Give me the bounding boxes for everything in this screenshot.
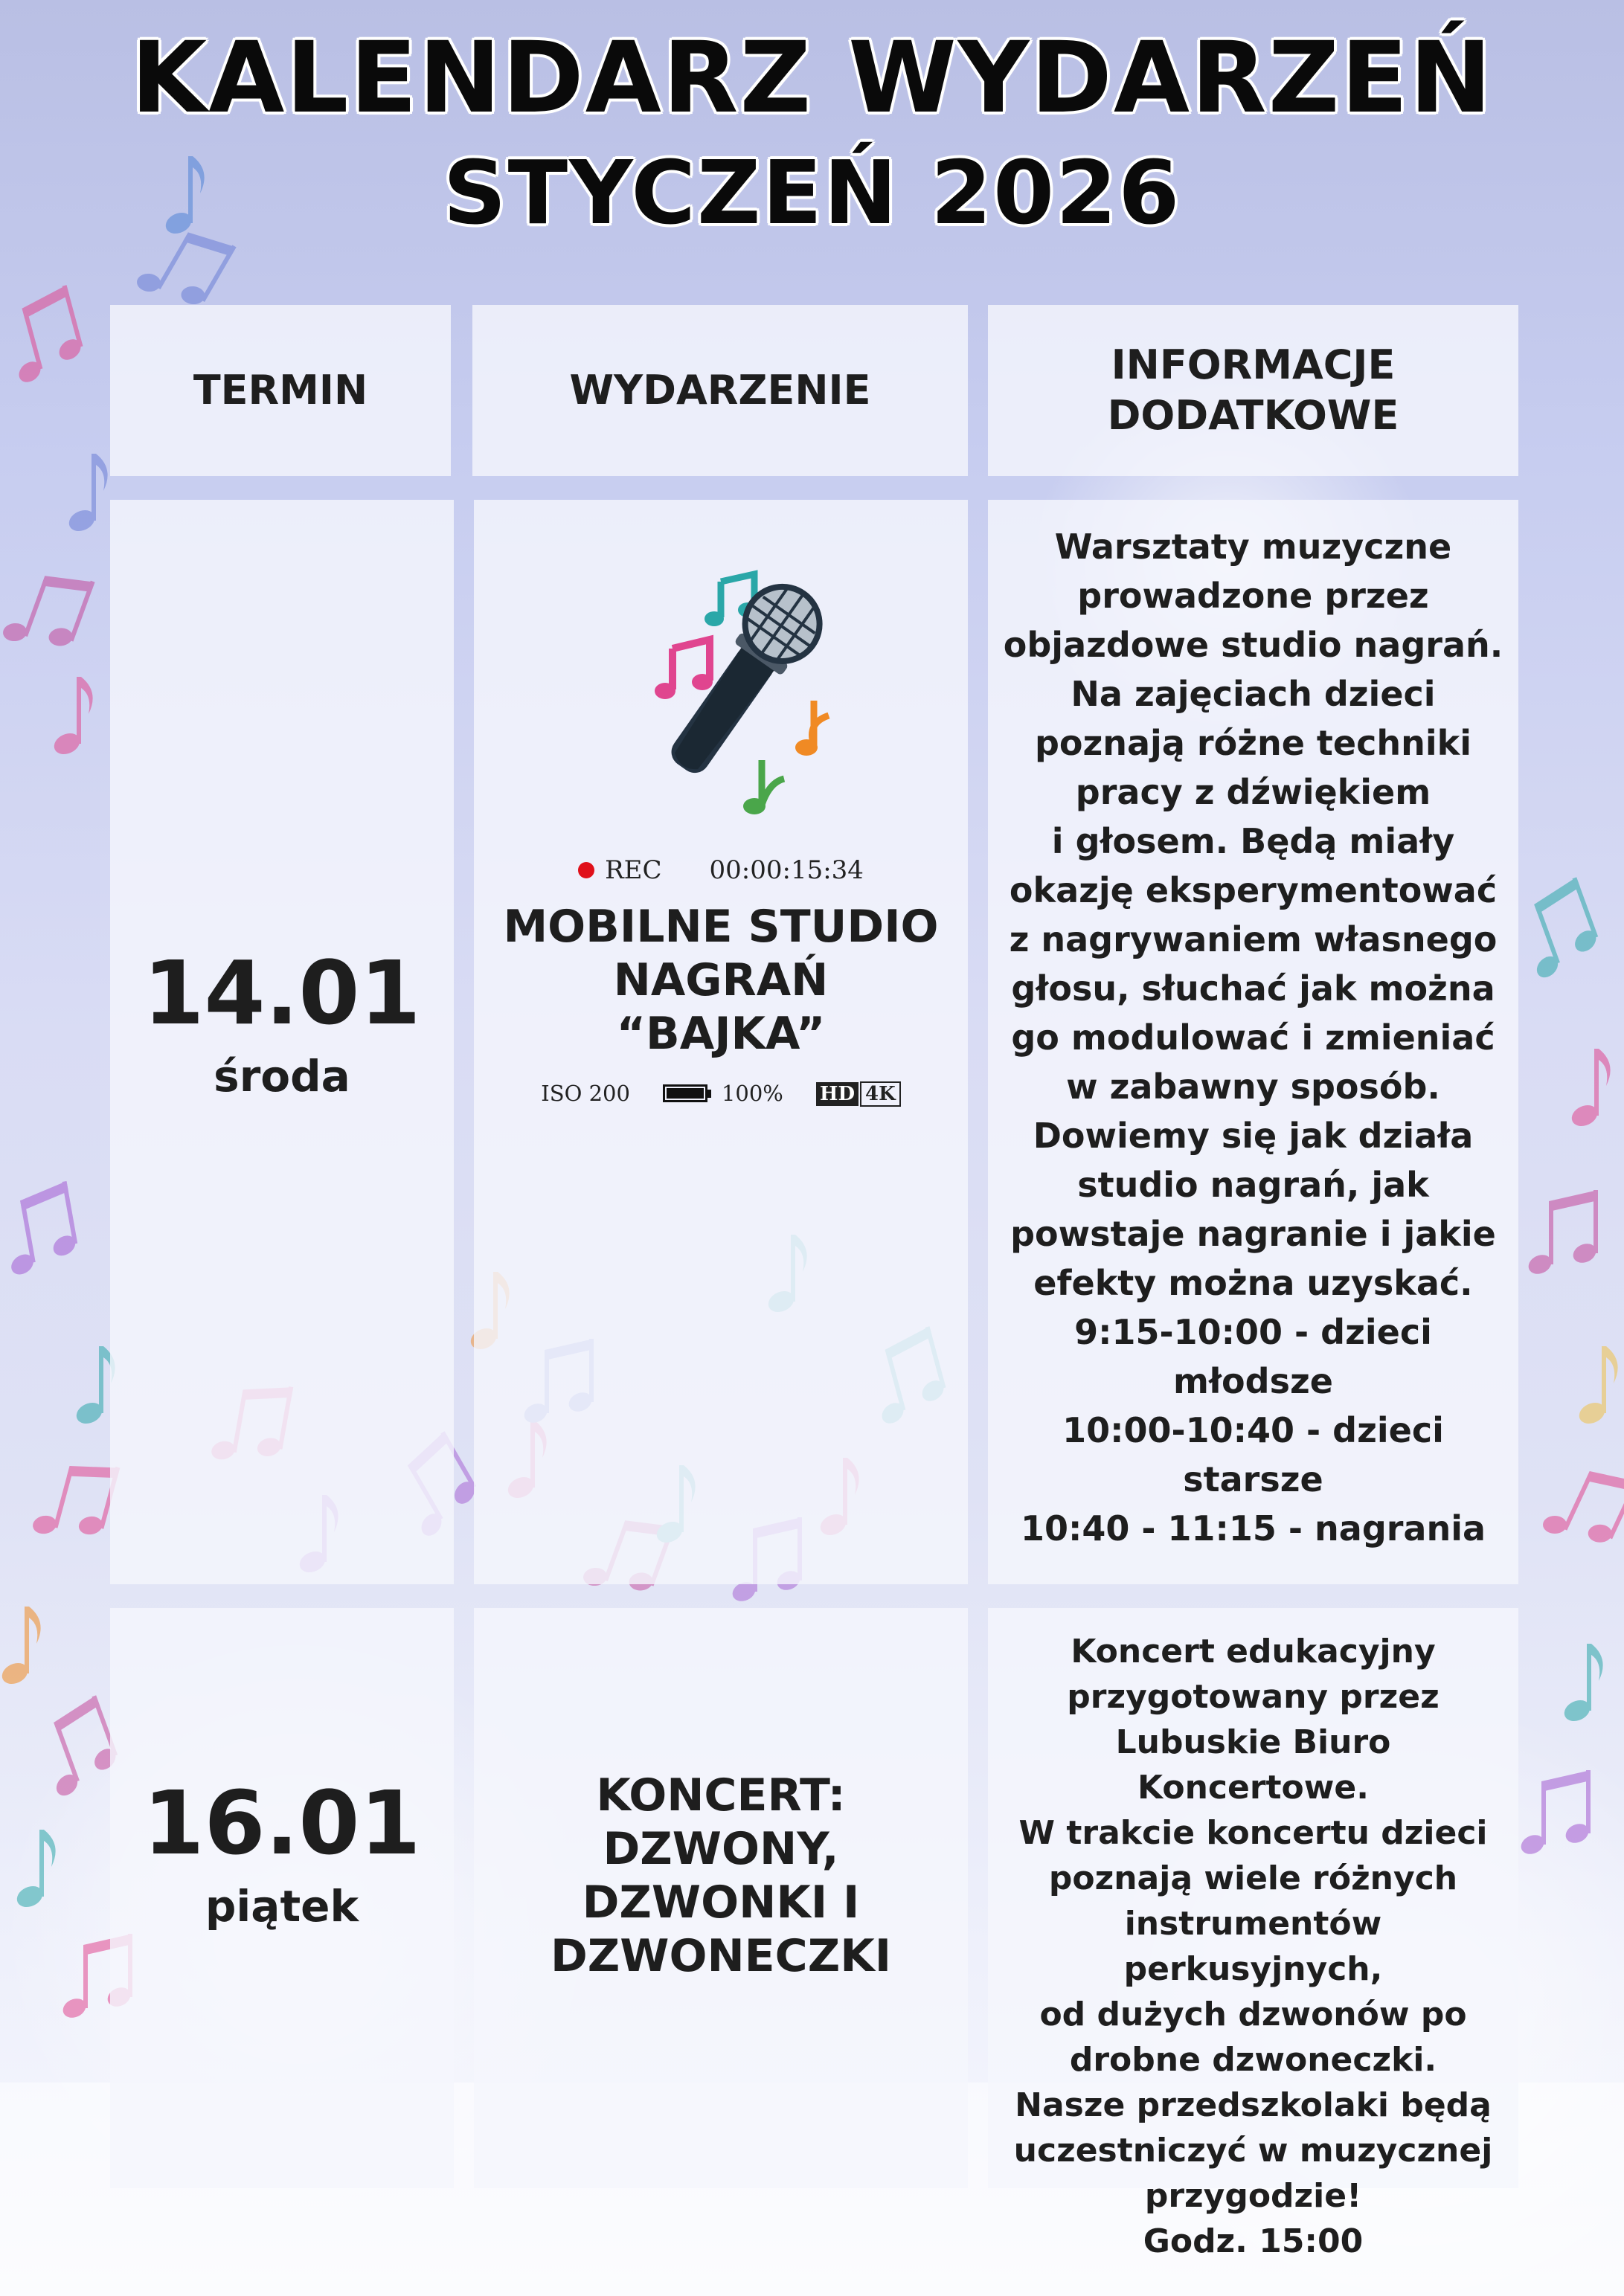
description-line: 9:15-10:00 - dzieci	[1074, 1312, 1432, 1352]
event-title-line: NAGRAŃ	[613, 954, 829, 1006]
event-title-line: DZWONECZKI	[550, 1930, 892, 1982]
description-line: Warsztaty muzyczne	[1054, 527, 1452, 567]
row-2-wydarzenie	[474, 1608, 968, 2188]
event-day: piątek	[205, 1881, 359, 1932]
description-line: i głosem. Będą miały	[1051, 821, 1455, 861]
event-title-line: “BAJKA”	[616, 1008, 826, 1060]
column-header-label: INFORMACJE DODATKOWE	[1107, 341, 1399, 439]
music-note-icon	[655, 640, 713, 699]
description-line: Koncert edukacyjny	[1071, 1633, 1436, 1670]
event-date: 14.01	[143, 942, 421, 1044]
description-line: okazję eksperymentować	[1009, 870, 1498, 910]
description-line: W trakcie koncertu dzieci	[1018, 1814, 1488, 1852]
hd-label: HD	[816, 1082, 858, 1106]
description-line: przygodzie!	[1144, 2177, 1362, 2215]
event-title	[503, 900, 938, 1061]
description-line: 10:40 - 11:15 - nagrania	[1020, 1508, 1486, 1549]
event-title	[551, 1769, 891, 1983]
description-line: efekty można uzyskać.	[1033, 1263, 1473, 1303]
battery-label: 100%	[721, 1081, 783, 1106]
iso-label: ISO 200	[541, 1081, 630, 1106]
recorder-status	[578, 855, 864, 885]
battery-icon	[663, 1081, 783, 1106]
description-line: Nasze przedszkolaki będą	[1015, 2086, 1492, 2124]
description-line: pracy z dźwiękiem	[1075, 772, 1431, 812]
description-line: przygotowany przez	[1067, 1678, 1440, 1716]
description-line: go modulować i zmieniać	[1011, 1017, 1495, 1058]
row-2-informacje	[988, 1608, 1518, 2260]
description-line: młodsze	[1173, 1361, 1333, 1401]
column-header-wydarzenie	[472, 305, 968, 476]
description-line: instrumentów perkusyjnych,	[1123, 1905, 1383, 1988]
microphone-icon	[602, 567, 840, 827]
description-line: prowadzone przez	[1077, 576, 1429, 616]
event-title-line: MOBILNE STUDIO	[503, 901, 939, 953]
description-line: drobne dzwoneczki.	[1069, 2041, 1437, 2079]
description-line: 10:00-10:40 - dzieci	[1062, 1410, 1444, 1450]
row-1-wydarzenie	[474, 500, 968, 1584]
description-line: Na zajęciach dzieci	[1071, 674, 1436, 714]
resolution-badge	[816, 1080, 901, 1107]
column-header-label: TERMIN	[193, 367, 368, 414]
timecode: 00:00:15:34	[709, 855, 864, 885]
description-line: starsze	[1183, 1459, 1323, 1499]
page-subtitle: STYCZEŃ 2026	[443, 141, 1181, 244]
description-line: objazdowe studio nagrań.	[1003, 625, 1503, 665]
description-line: głosu, słuchać jak można	[1011, 968, 1495, 1009]
event-description	[1003, 1629, 1503, 2264]
poster-header	[0, 15, 1624, 248]
description-line: w zabawny sposób.	[1066, 1067, 1440, 1107]
description-line: z nagrywaniem własnego	[1009, 919, 1498, 959]
description-line: poznają różne techniki	[1034, 723, 1471, 763]
recorder-meta	[541, 1080, 900, 1107]
event-date: 16.01	[143, 1772, 421, 1874]
4k-label: 4K	[860, 1081, 901, 1107]
row-1-informacje	[988, 500, 1518, 1584]
rec-label: REC	[605, 855, 662, 885]
description-line: studio nagrań, jak	[1077, 1165, 1429, 1205]
description-line: poznają wiele różnych	[1048, 1859, 1458, 1897]
event-title-line: DZWONY,	[603, 1823, 839, 1875]
event-title-line: KONCERT:	[596, 1769, 846, 1821]
description-line: Dowiemy się jak działa	[1033, 1116, 1474, 1156]
row-2-termin	[110, 1608, 454, 2188]
description-line: Lubuskie Biuro Koncertowe.	[1115, 1723, 1391, 1807]
description-line: od dużych dzwonów po	[1039, 1996, 1467, 2033]
description-line: Godz. 15:00	[1143, 2222, 1364, 2260]
description-line: uczestniczyć w muzycznej	[1013, 2132, 1493, 2170]
event-title-line: DZWONKI I	[582, 1877, 860, 1929]
column-header-informacje	[988, 305, 1518, 476]
row-1-termin	[110, 500, 454, 1584]
page-title: KALENDARZ WYDARZEŃ	[130, 21, 1494, 135]
description-line: powstaje nagranie i jakie	[1010, 1214, 1496, 1254]
event-day: środa	[214, 1051, 350, 1102]
column-header-termin	[110, 305, 451, 476]
column-header-label: WYDARZENIE	[569, 367, 871, 414]
rec-dot-icon	[578, 862, 594, 878]
event-description	[1004, 522, 1503, 1553]
